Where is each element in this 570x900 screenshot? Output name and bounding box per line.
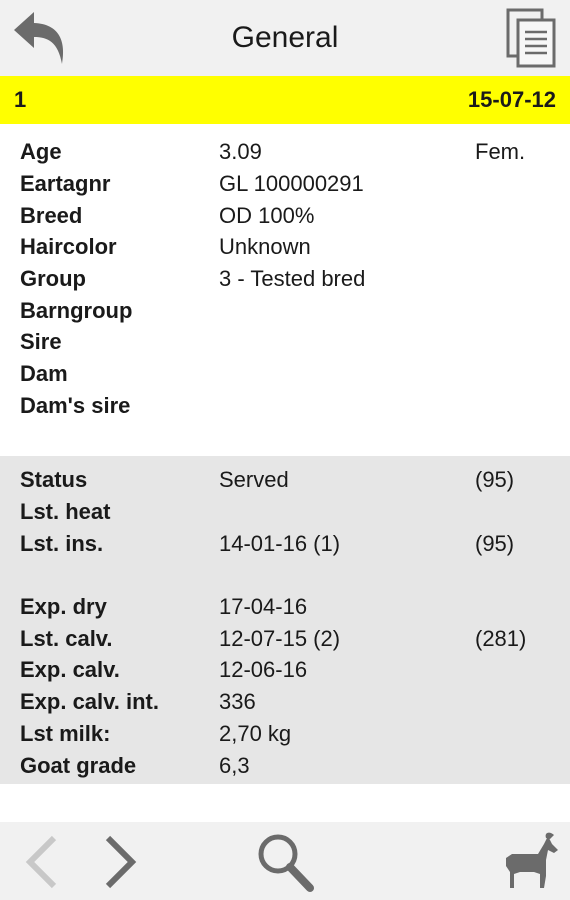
field-label: Haircolor: [20, 234, 117, 259]
field-label: Group: [20, 266, 86, 291]
info-row-group: [0, 263, 570, 295]
field-value: 12-07-15 (2): [219, 626, 341, 651]
field-value: Served: [219, 467, 289, 492]
goat-icon: [498, 830, 562, 894]
field-value: Unknown: [219, 234, 311, 259]
record-date: 15-07-12: [467, 87, 556, 112]
bottom-toolbar: [0, 822, 570, 900]
status-row-last-insemination: [0, 528, 570, 560]
magnifier-icon: [254, 830, 316, 894]
info-row-haircolor: [0, 231, 570, 263]
field-label: Sire: [20, 329, 62, 354]
field-label: Exp. calv.: [20, 657, 120, 682]
search-button[interactable]: [254, 830, 316, 894]
field-value: 12-06-16: [219, 657, 308, 682]
general-info-section: [0, 124, 570, 456]
sex-value: Fem.: [475, 139, 526, 164]
field-value: 17-04-16: [219, 594, 308, 619]
undo-arrow-icon: [10, 6, 72, 68]
status-row-last-milk: [0, 718, 570, 750]
field-label: Lst. calv.: [20, 626, 113, 651]
chevron-left-icon: [20, 832, 64, 892]
field-label: Goat grade: [20, 753, 137, 778]
field-label: Status: [20, 467, 88, 492]
status-row-expected-calving-interval: [0, 686, 570, 718]
animal-button[interactable]: [498, 830, 562, 894]
info-row-eartag: [0, 168, 570, 200]
animal-id-bar: [0, 76, 570, 124]
field-label: Dam: [20, 361, 68, 386]
field-label: Dam's sire: [20, 393, 131, 418]
status-row-expected-calving: [0, 654, 570, 686]
info-row-dams-sire: [0, 390, 570, 422]
info-row-barngroup: [0, 295, 570, 327]
animal-id: 1: [14, 87, 27, 112]
field-label: Lst. ins.: [20, 531, 104, 556]
field-days: (95): [475, 531, 515, 556]
status-row-last-heat: [0, 496, 570, 528]
field-label: Barngroup: [20, 298, 133, 323]
field-value: GL 100000291: [219, 171, 364, 196]
copy-button[interactable]: [506, 6, 558, 70]
page-title: General: [231, 21, 339, 54]
field-label: Breed: [20, 203, 83, 228]
status-row-goat-grade: [0, 750, 570, 782]
field-label: Exp. dry: [20, 594, 107, 619]
info-row-age: [0, 136, 570, 168]
field-value: 14-01-16 (1): [219, 531, 341, 556]
info-row-dam: [0, 358, 570, 390]
back-button[interactable]: [10, 6, 72, 68]
field-label: Eartagnr: [20, 171, 111, 196]
status-row-status: [0, 464, 570, 496]
status-row-last-calving: [0, 623, 570, 655]
info-row-breed: [0, 200, 570, 232]
next-button[interactable]: [98, 832, 142, 892]
field-label: Lst milk:: [20, 721, 111, 746]
chevron-right-icon: [98, 832, 142, 892]
info-row-sire: [0, 326, 570, 358]
previous-button[interactable]: [20, 832, 64, 892]
field-days: (95): [475, 467, 515, 492]
status-section: [0, 456, 570, 784]
top-bar: [0, 0, 570, 76]
field-value: 3 - Tested bred: [219, 266, 366, 291]
status-row-expected-dry: [0, 591, 570, 623]
field-label: Age: [20, 139, 62, 164]
field-value: 6,3: [219, 753, 250, 778]
field-label: Exp. calv. int.: [20, 689, 159, 714]
field-value: OD 100%: [219, 203, 315, 228]
field-label: Lst. heat: [20, 499, 111, 524]
copy-document-icon: [506, 6, 558, 70]
field-days: (281): [475, 626, 527, 651]
field-value: 336: [219, 689, 256, 714]
field-value: 2,70 kg: [219, 721, 292, 746]
field-value: 3.09: [219, 139, 262, 164]
